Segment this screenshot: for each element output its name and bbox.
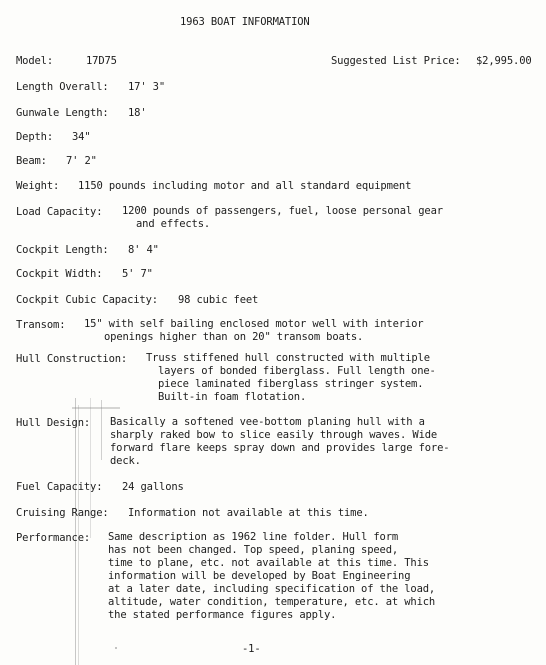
cockpit-cubic-value: 98 cubic feet [178, 294, 259, 306]
length-overall-value: 17' 3" [128, 81, 166, 93]
weight-value: 1150 pounds including motor and all standard equipment [78, 180, 412, 192]
cruising-range-label: Cruising Range: [16, 507, 109, 519]
load-capacity-line: and effects. [136, 218, 211, 230]
hull-construction-text [146, 352, 436, 404]
gunwale-length-label: Gunwale Length: [16, 107, 109, 119]
hull-design-label: Hull Design: [16, 417, 91, 429]
beam-label: Beam: [16, 155, 47, 167]
hull-construction-line: piece laminated fiberglass stringer system. [158, 378, 424, 390]
hull-design-line: deck. [110, 455, 141, 467]
hull-construction-line: Built-in foam flotation. [158, 391, 307, 403]
hull-construction-line: Truss stiffened hull constructed with multiple [146, 352, 430, 364]
transom-text [84, 318, 423, 344]
cockpit-width-label: Cockpit Width: [16, 268, 103, 280]
gunwale-length-value: 18' [128, 107, 147, 119]
load-capacity-label: Load Capacity: [16, 206, 103, 218]
weight-label: Weight: [16, 180, 60, 192]
fuel-capacity-label: Fuel Capacity: [16, 481, 103, 493]
cockpit-width-value: 5' 7" [122, 268, 153, 280]
hull-design-line: forward flare keeps spray down and provides large fore- [110, 442, 450, 454]
performance-line: Same description as 1962 line folder. Hull form [108, 531, 399, 543]
scan-speck [72, 407, 120, 409]
price-value: $2,995.00 [476, 55, 532, 67]
transom-line: openings higher than on 20" transom boats. [104, 331, 364, 343]
price-label: Suggested List Price: [331, 55, 461, 67]
hull-design-line: sharply raked bow to slice easily through waves. Wide [110, 429, 438, 441]
cruising-range-value: Information not available at this time. [128, 507, 369, 519]
load-capacity-text [122, 205, 443, 231]
performance-text [108, 531, 435, 622]
scan-speck [115, 647, 117, 649]
hull-construction-line: layers of bonded fiberglass. Full length one- [158, 365, 436, 377]
scan-artifact-line [101, 400, 102, 460]
performance-line: has not been changed. Top speed, planing speed, [108, 544, 399, 556]
page-number: -1- [242, 643, 261, 655]
cockpit-length-label: Cockpit Length: [16, 244, 109, 256]
hull-design-line: Basically a softened vee-bottom planing hull with a [110, 416, 425, 428]
document-title: 1963 BOAT INFORMATION [180, 16, 310, 28]
cockpit-cubic-label: Cockpit Cubic Capacity: [16, 294, 158, 306]
load-capacity-line: 1200 pounds of passengers, fuel, loose personal gear [122, 205, 443, 217]
cockpit-length-value: 8' 4" [128, 244, 159, 256]
performance-line: the stated performance figures apply. [108, 609, 337, 621]
model-label: Model: [16, 55, 54, 67]
performance-line: altitude, water condition, temperature, etc. at which [108, 596, 436, 608]
performance-line: information will be developed by Boat Engineering [108, 570, 411, 582]
depth-label: Depth: [16, 131, 54, 143]
model-value: 17D75 [86, 55, 117, 67]
beam-value: 7' 2" [66, 155, 97, 167]
hull-construction-label: Hull Construction: [16, 353, 128, 365]
depth-value: 34" [72, 131, 91, 143]
performance-line: at a later date, including specification of the load, [108, 583, 436, 595]
fuel-capacity-value: 24 gallons [122, 481, 184, 493]
hull-design-text [110, 416, 449, 468]
transom-line: 15" with self bailing enclosed motor well with interior [84, 318, 424, 330]
length-overall-label: Length Overall: [16, 81, 109, 93]
transom-label: Transom: [16, 319, 66, 331]
performance-label: Performance: [16, 532, 91, 544]
performance-line: time to plane, etc. not available at this time. This [108, 557, 429, 569]
